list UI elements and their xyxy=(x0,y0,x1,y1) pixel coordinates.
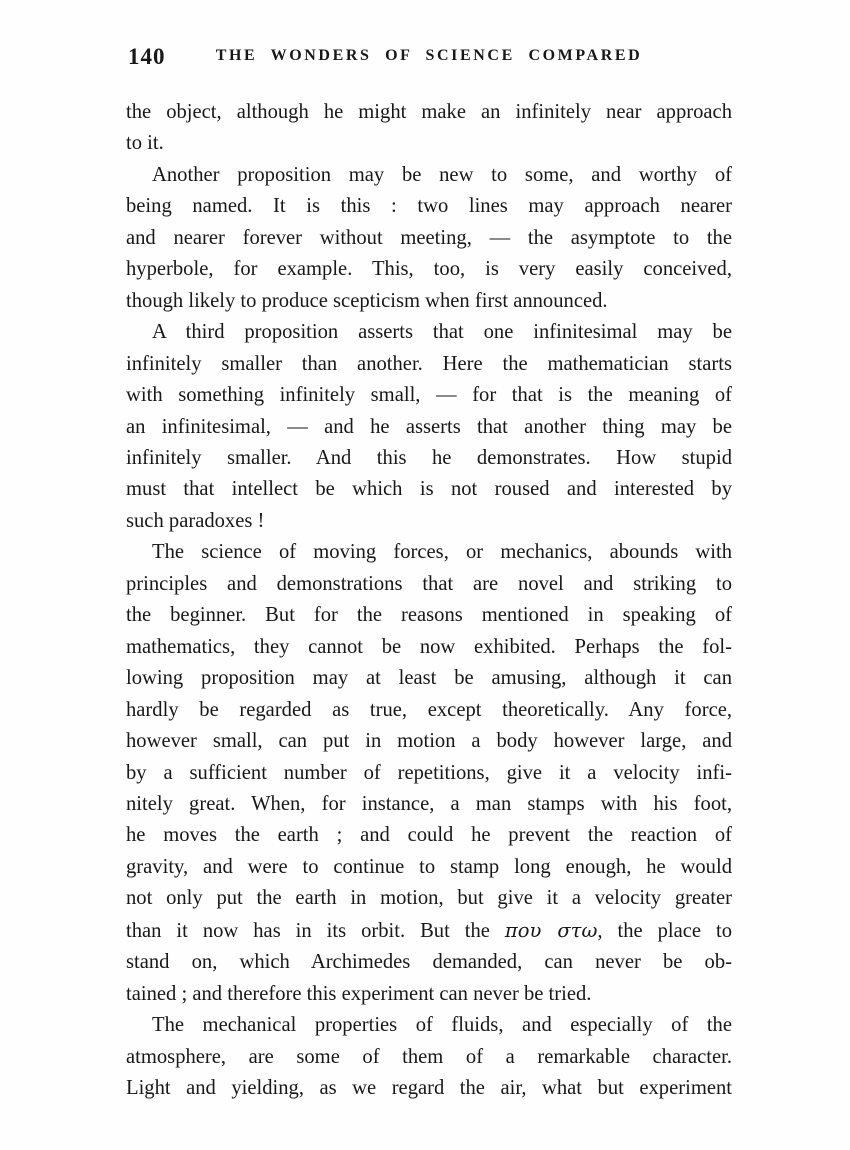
text-segment: than it now has in its orbit. But the xyxy=(126,919,505,942)
text-line: hyperbole, for example. This, too, is very easily conceived, xyxy=(126,258,732,281)
text-line: infinitely smaller than another. Here the mathematician starts xyxy=(126,352,732,375)
text-line: infinitely smaller. And this he demonstrates. How stupid xyxy=(126,446,732,469)
text-line: Another proposition may be new to some, and worthy of xyxy=(152,163,732,186)
text-line: an infinitesimal, — and he asserts that another thing may be xyxy=(126,415,732,438)
text-line: principles and demonstrations that are novel and striking to xyxy=(126,572,732,595)
text-line: by a sufficient number of repetitions, give it a velocity infi- xyxy=(126,761,732,784)
text-line: such paradoxes ! xyxy=(126,509,265,532)
text-line: nitely great. When, for instance, a man stamps with his foot, xyxy=(126,792,732,815)
text-line: Light and yielding, as we regard the air, what but experiment xyxy=(126,1077,732,1100)
text-line: the object, although he might make an infinitely near approach xyxy=(126,101,732,123)
text-line: and nearer forever without meeting, — the asymptote to the xyxy=(126,226,732,249)
text-line: The mechanical properties of fluids, and especially of the xyxy=(152,1014,732,1037)
text-line: lowing proposition may at least be amusing, although it can xyxy=(126,667,732,690)
body-text xyxy=(126,97,732,1105)
text-line: the beginner. But for the reasons mentioned in speaking of xyxy=(126,604,732,627)
text-line: not only put the earth in motion, but give it a velocity greater xyxy=(126,887,732,910)
text-line: with something infinitely small, — for that is the meaning of xyxy=(126,384,732,407)
text-line: tained ; and therefore this experiment can never be tried. xyxy=(126,982,592,1005)
greek-phrase: που στω xyxy=(504,918,598,942)
page-number: 140 xyxy=(128,44,166,69)
text-line: to it. xyxy=(126,132,164,155)
text-line: stand on, which Archimedes demanded, can never be ob- xyxy=(126,951,732,974)
text-line: he moves the earth ; and could he prevent the reaction of xyxy=(126,824,732,847)
text-line xyxy=(126,915,732,947)
text-line: mathematics, they cannot be now exhibited. Perhaps the fol- xyxy=(126,635,732,658)
page-header xyxy=(126,44,732,72)
text-line: atmosphere, are some of them of a remarkable character. xyxy=(126,1045,732,1068)
text-line: however small, can put in motion a body however large, and xyxy=(126,730,732,753)
text-line: gravity, and were to continue to stamp long enough, he would xyxy=(126,855,732,878)
text-line: hardly be regarded as true, except theoretically. Any force, xyxy=(126,698,732,721)
text-line: A third proposition asserts that one infinitesimal may be xyxy=(152,321,732,344)
text-line: though likely to produce scepticism when first announced. xyxy=(126,289,608,312)
text-line: The science of moving forces, or mechanics, abounds with xyxy=(152,541,732,564)
text-line: must that intellect be which is not roused and interested by xyxy=(126,478,732,501)
text-line: being named. It is this : two lines may approach nearer xyxy=(126,195,732,218)
running-title: THE WONDERS OF SCIENCE COMPARED xyxy=(215,47,643,64)
text-segment: , the place to xyxy=(597,919,733,942)
